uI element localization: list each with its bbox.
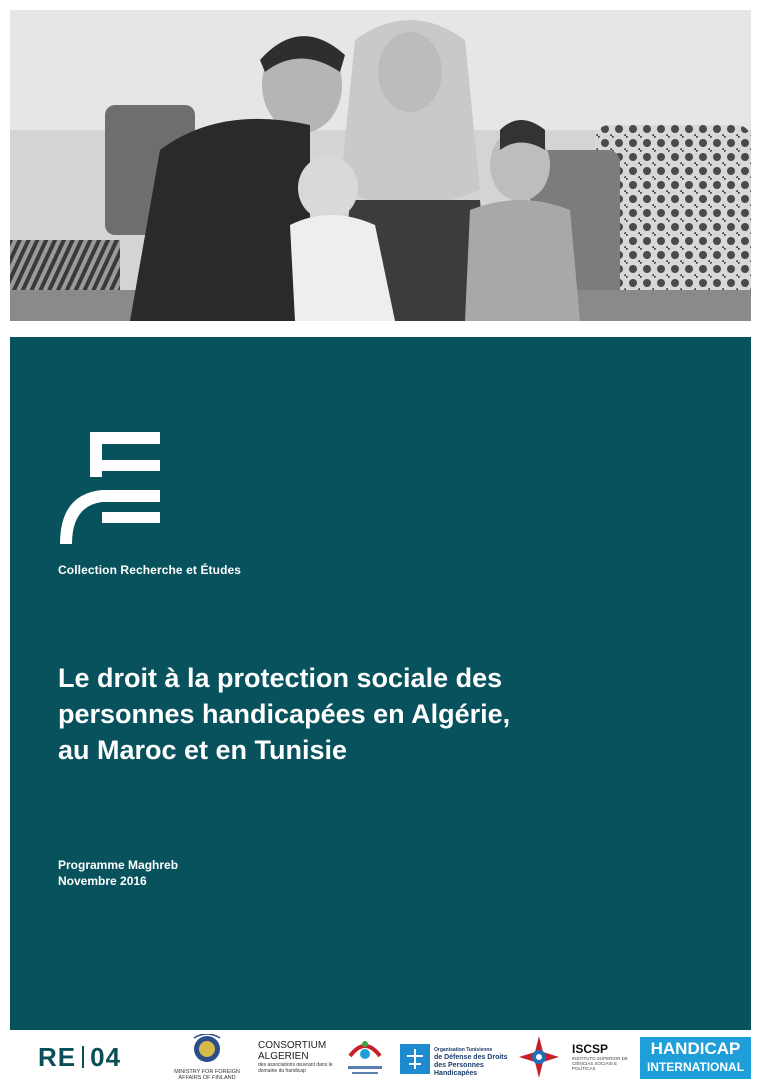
series-number xyxy=(38,1042,121,1073)
compass-star-icon xyxy=(515,1034,563,1080)
finland-line-2: AFFAIRS OF FINLAND xyxy=(178,1075,236,1081)
series-number-value: 04 xyxy=(90,1042,122,1072)
otddph-line-3: des Personnes Handicapées xyxy=(434,1062,484,1077)
publication-meta xyxy=(58,857,178,889)
otddph-line-2: de Défense des Droits xyxy=(434,1054,508,1061)
finland-line-1: MINISTRY FOR FOREIGN xyxy=(174,1069,240,1075)
consortium-sub: des associations œuvrant dans le domaine du handicap xyxy=(258,1062,333,1074)
otddph-emblem-icon xyxy=(400,1044,430,1074)
cover-panel xyxy=(10,337,751,1030)
family-photo xyxy=(10,10,751,321)
compass-partner-logo xyxy=(515,1034,563,1080)
iscsp-logo xyxy=(572,1042,634,1071)
collection-emblem-icon xyxy=(60,432,160,547)
cover-photo xyxy=(10,10,751,321)
iscsp-subtitle: INSTITUTO SUPERIOR DE CIÊNCIAS SOCIAIS E POLÍTICAS xyxy=(572,1056,628,1071)
otddph-line-1: Organisation Tunisienne xyxy=(434,1047,493,1053)
consortium-line-2: ALGERIEN xyxy=(258,1051,309,1062)
collection-label: Collection Recherche et Études xyxy=(58,563,242,577)
publication-date: Novembre 2016 xyxy=(58,874,147,888)
programme-label: Programme Maghreb xyxy=(58,858,179,872)
title-line: personnes handicapées en Algérie, xyxy=(58,699,511,729)
partner-logos-bar xyxy=(0,1030,768,1085)
finland-ministry-logo xyxy=(172,1034,242,1081)
title-line: au Maroc et en Tunisie xyxy=(58,735,348,765)
handicap-international-logo xyxy=(640,1037,751,1079)
series-divider xyxy=(82,1046,84,1068)
series-prefix: RE xyxy=(38,1042,77,1072)
otddph-text xyxy=(434,1046,512,1078)
otddph-logo xyxy=(400,1044,512,1077)
finland-crest-icon xyxy=(172,1034,242,1064)
title-line: Le droit à la protection sociale des xyxy=(58,663,503,693)
moroccan-collective-logo xyxy=(340,1034,390,1079)
consortium-algerien-logo xyxy=(258,1040,338,1074)
crescent-emblem-icon xyxy=(340,1034,390,1079)
iscsp-title: ISCSP xyxy=(572,1042,609,1056)
hi-line-1: HANDICAP xyxy=(650,1039,741,1058)
hi-line-2: INTERNATIONAL xyxy=(646,1060,745,1074)
document-title xyxy=(58,660,678,768)
consortium-line-1: CONSORTIUM xyxy=(258,1040,327,1051)
